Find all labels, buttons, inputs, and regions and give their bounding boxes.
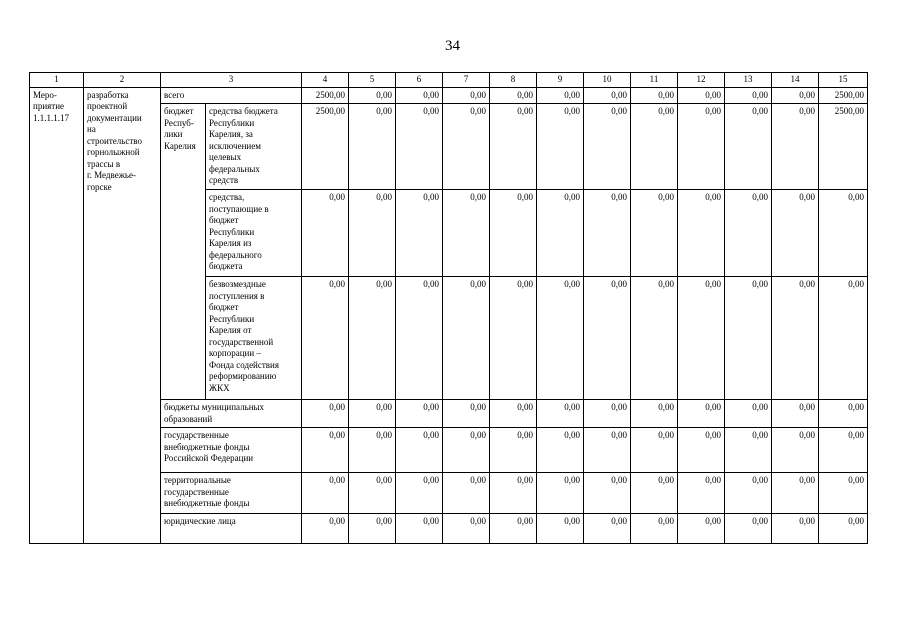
amount-cell: 0,00	[302, 473, 349, 514]
header-cell: 2	[84, 73, 161, 88]
source-label-cell: средства бюджета Республики Карелия, за исключением целевых федеральных средств	[206, 104, 302, 190]
amount-cell: 0,00	[584, 473, 631, 514]
amount-cell: 2500,00	[302, 104, 349, 190]
event-description-cell: разработка проектной документации на строительство горнолыжной трассы в г. Медвежье- горске	[84, 87, 161, 544]
amount-cell: 0,00	[396, 400, 443, 428]
amount-cell: 2500,00	[819, 87, 868, 104]
amount-cell: 0,00	[678, 400, 725, 428]
source-label-cell: территориальные государственные внебюджетные фонды	[161, 473, 302, 514]
amount-cell: 0,00	[302, 277, 349, 400]
amount-cell: 0,00	[490, 400, 537, 428]
amount-cell: 0,00	[725, 104, 772, 190]
header-cell: 13	[725, 73, 772, 88]
amount-cell: 0,00	[584, 87, 631, 104]
amount-cell: 0,00	[537, 277, 584, 400]
amount-cell: 0,00	[725, 277, 772, 400]
amount-cell: 0,00	[819, 514, 868, 544]
amount-cell: 0,00	[490, 473, 537, 514]
source-label-cell: государственные внебюджетные фонды Российской Федерации	[161, 428, 302, 473]
header-cell: 1	[30, 73, 84, 88]
amount-cell: 0,00	[725, 514, 772, 544]
budget-table	[29, 72, 868, 544]
amount-cell: 0,00	[584, 104, 631, 190]
amount-cell: 0,00	[584, 428, 631, 473]
amount-cell: 0,00	[490, 277, 537, 400]
header-cell: 14	[772, 73, 819, 88]
amount-cell: 0,00	[725, 400, 772, 428]
header-cell: 5	[349, 73, 396, 88]
amount-cell: 0,00	[396, 277, 443, 400]
amount-cell: 0,00	[772, 104, 819, 190]
header-cell: 7	[443, 73, 490, 88]
amount-cell: 0,00	[631, 400, 678, 428]
amount-cell: 0,00	[396, 428, 443, 473]
amount-cell: 0,00	[302, 400, 349, 428]
amount-cell: 0,00	[349, 190, 396, 277]
amount-cell: 0,00	[443, 428, 490, 473]
amount-cell: 0,00	[631, 190, 678, 277]
header-cell: 6	[396, 73, 443, 88]
amount-cell: 0,00	[537, 514, 584, 544]
amount-cell: 0,00	[725, 473, 772, 514]
source-label-cell: бюджеты муниципальных образований	[161, 400, 302, 428]
amount-cell: 0,00	[631, 104, 678, 190]
amount-cell: 0,00	[772, 87, 819, 104]
amount-cell: 0,00	[584, 400, 631, 428]
amount-cell: 0,00	[725, 190, 772, 277]
amount-cell: 0,00	[443, 473, 490, 514]
header-cell: 8	[490, 73, 537, 88]
amount-cell: 0,00	[537, 400, 584, 428]
amount-cell: 0,00	[490, 514, 537, 544]
amount-cell: 0,00	[772, 400, 819, 428]
amount-cell: 0,00	[631, 473, 678, 514]
amount-cell: 0,00	[349, 428, 396, 473]
amount-cell: 0,00	[678, 277, 725, 400]
amount-cell: 0,00	[584, 190, 631, 277]
header-cell: 15	[819, 73, 868, 88]
amount-cell: 0,00	[678, 190, 725, 277]
header-row	[30, 73, 868, 88]
amount-cell: 0,00	[349, 104, 396, 190]
amount-cell: 0,00	[443, 277, 490, 400]
amount-cell: 0,00	[725, 87, 772, 104]
event-number-cell: Меро- приятие 1.1.1.1.17	[30, 87, 84, 544]
amount-cell: 0,00	[443, 87, 490, 104]
amount-cell: 0,00	[349, 87, 396, 104]
amount-cell: 0,00	[302, 514, 349, 544]
amount-cell: 0,00	[490, 428, 537, 473]
amount-cell: 0,00	[537, 428, 584, 473]
budget-group-cell: бюджет Респуб- лики Карелия	[161, 104, 206, 400]
amount-cell: 0,00	[302, 190, 349, 277]
source-label-cell: безвозмездные поступления в бюджет Республики Карелия от государственной корпорации – Фонда содействия реформированию ЖКХ	[206, 277, 302, 400]
amount-cell: 0,00	[819, 473, 868, 514]
amount-cell: 0,00	[678, 87, 725, 104]
amount-cell: 0,00	[302, 428, 349, 473]
source-label-cell: юридические лица	[161, 514, 302, 544]
page-number: 34	[445, 38, 460, 54]
amount-cell: 0,00	[443, 104, 490, 190]
amount-cell: 0,00	[772, 473, 819, 514]
amount-cell: 2500,00	[302, 87, 349, 104]
amount-cell: 0,00	[631, 87, 678, 104]
amount-cell: 0,00	[819, 190, 868, 277]
amount-cell: 0,00	[678, 514, 725, 544]
amount-cell: 0,00	[631, 514, 678, 544]
amount-cell: 0,00	[349, 473, 396, 514]
amount-cell: 0,00	[490, 190, 537, 277]
amount-cell: 0,00	[631, 428, 678, 473]
header-cell: 12	[678, 73, 725, 88]
amount-cell: 0,00	[537, 87, 584, 104]
header-cell: 9	[537, 73, 584, 88]
amount-cell: 0,00	[678, 473, 725, 514]
amount-cell: 0,00	[725, 428, 772, 473]
amount-cell: 0,00	[349, 514, 396, 544]
amount-cell: 0,00	[584, 277, 631, 400]
amount-cell: 0,00	[772, 428, 819, 473]
amount-cell: 0,00	[537, 104, 584, 190]
amount-cell: 0,00	[819, 400, 868, 428]
amount-cell: 0,00	[537, 473, 584, 514]
amount-cell: 0,00	[678, 428, 725, 473]
amount-cell: 0,00	[678, 104, 725, 190]
amount-cell: 0,00	[819, 428, 868, 473]
amount-cell: 0,00	[396, 104, 443, 190]
amount-cell: 0,00	[443, 400, 490, 428]
amount-cell: 0,00	[819, 277, 868, 400]
header-cell: 11	[631, 73, 678, 88]
header-cell: 10	[584, 73, 631, 88]
amount-cell: 0,00	[772, 190, 819, 277]
amount-cell: 0,00	[772, 514, 819, 544]
amount-cell: 0,00	[349, 277, 396, 400]
amount-cell: 0,00	[537, 190, 584, 277]
amount-cell: 0,00	[396, 190, 443, 277]
table-row	[30, 87, 868, 104]
amount-cell: 0,00	[443, 190, 490, 277]
amount-cell: 0,00	[443, 514, 490, 544]
amount-cell: 0,00	[396, 87, 443, 104]
amount-cell: 2500,00	[819, 104, 868, 190]
source-label-cell: средства, поступающие в бюджет Республики Карелия из федерального бюджета	[206, 190, 302, 277]
amount-cell: 0,00	[490, 87, 537, 104]
amount-cell: 0,00	[584, 514, 631, 544]
amount-cell: 0,00	[349, 400, 396, 428]
header-cell: 3	[161, 73, 302, 88]
amount-cell: 0,00	[490, 104, 537, 190]
source-label-cell: всего	[161, 87, 302, 104]
amount-cell: 0,00	[396, 473, 443, 514]
amount-cell: 0,00	[631, 277, 678, 400]
amount-cell: 0,00	[772, 277, 819, 400]
header-cell: 4	[302, 73, 349, 88]
amount-cell: 0,00	[396, 514, 443, 544]
